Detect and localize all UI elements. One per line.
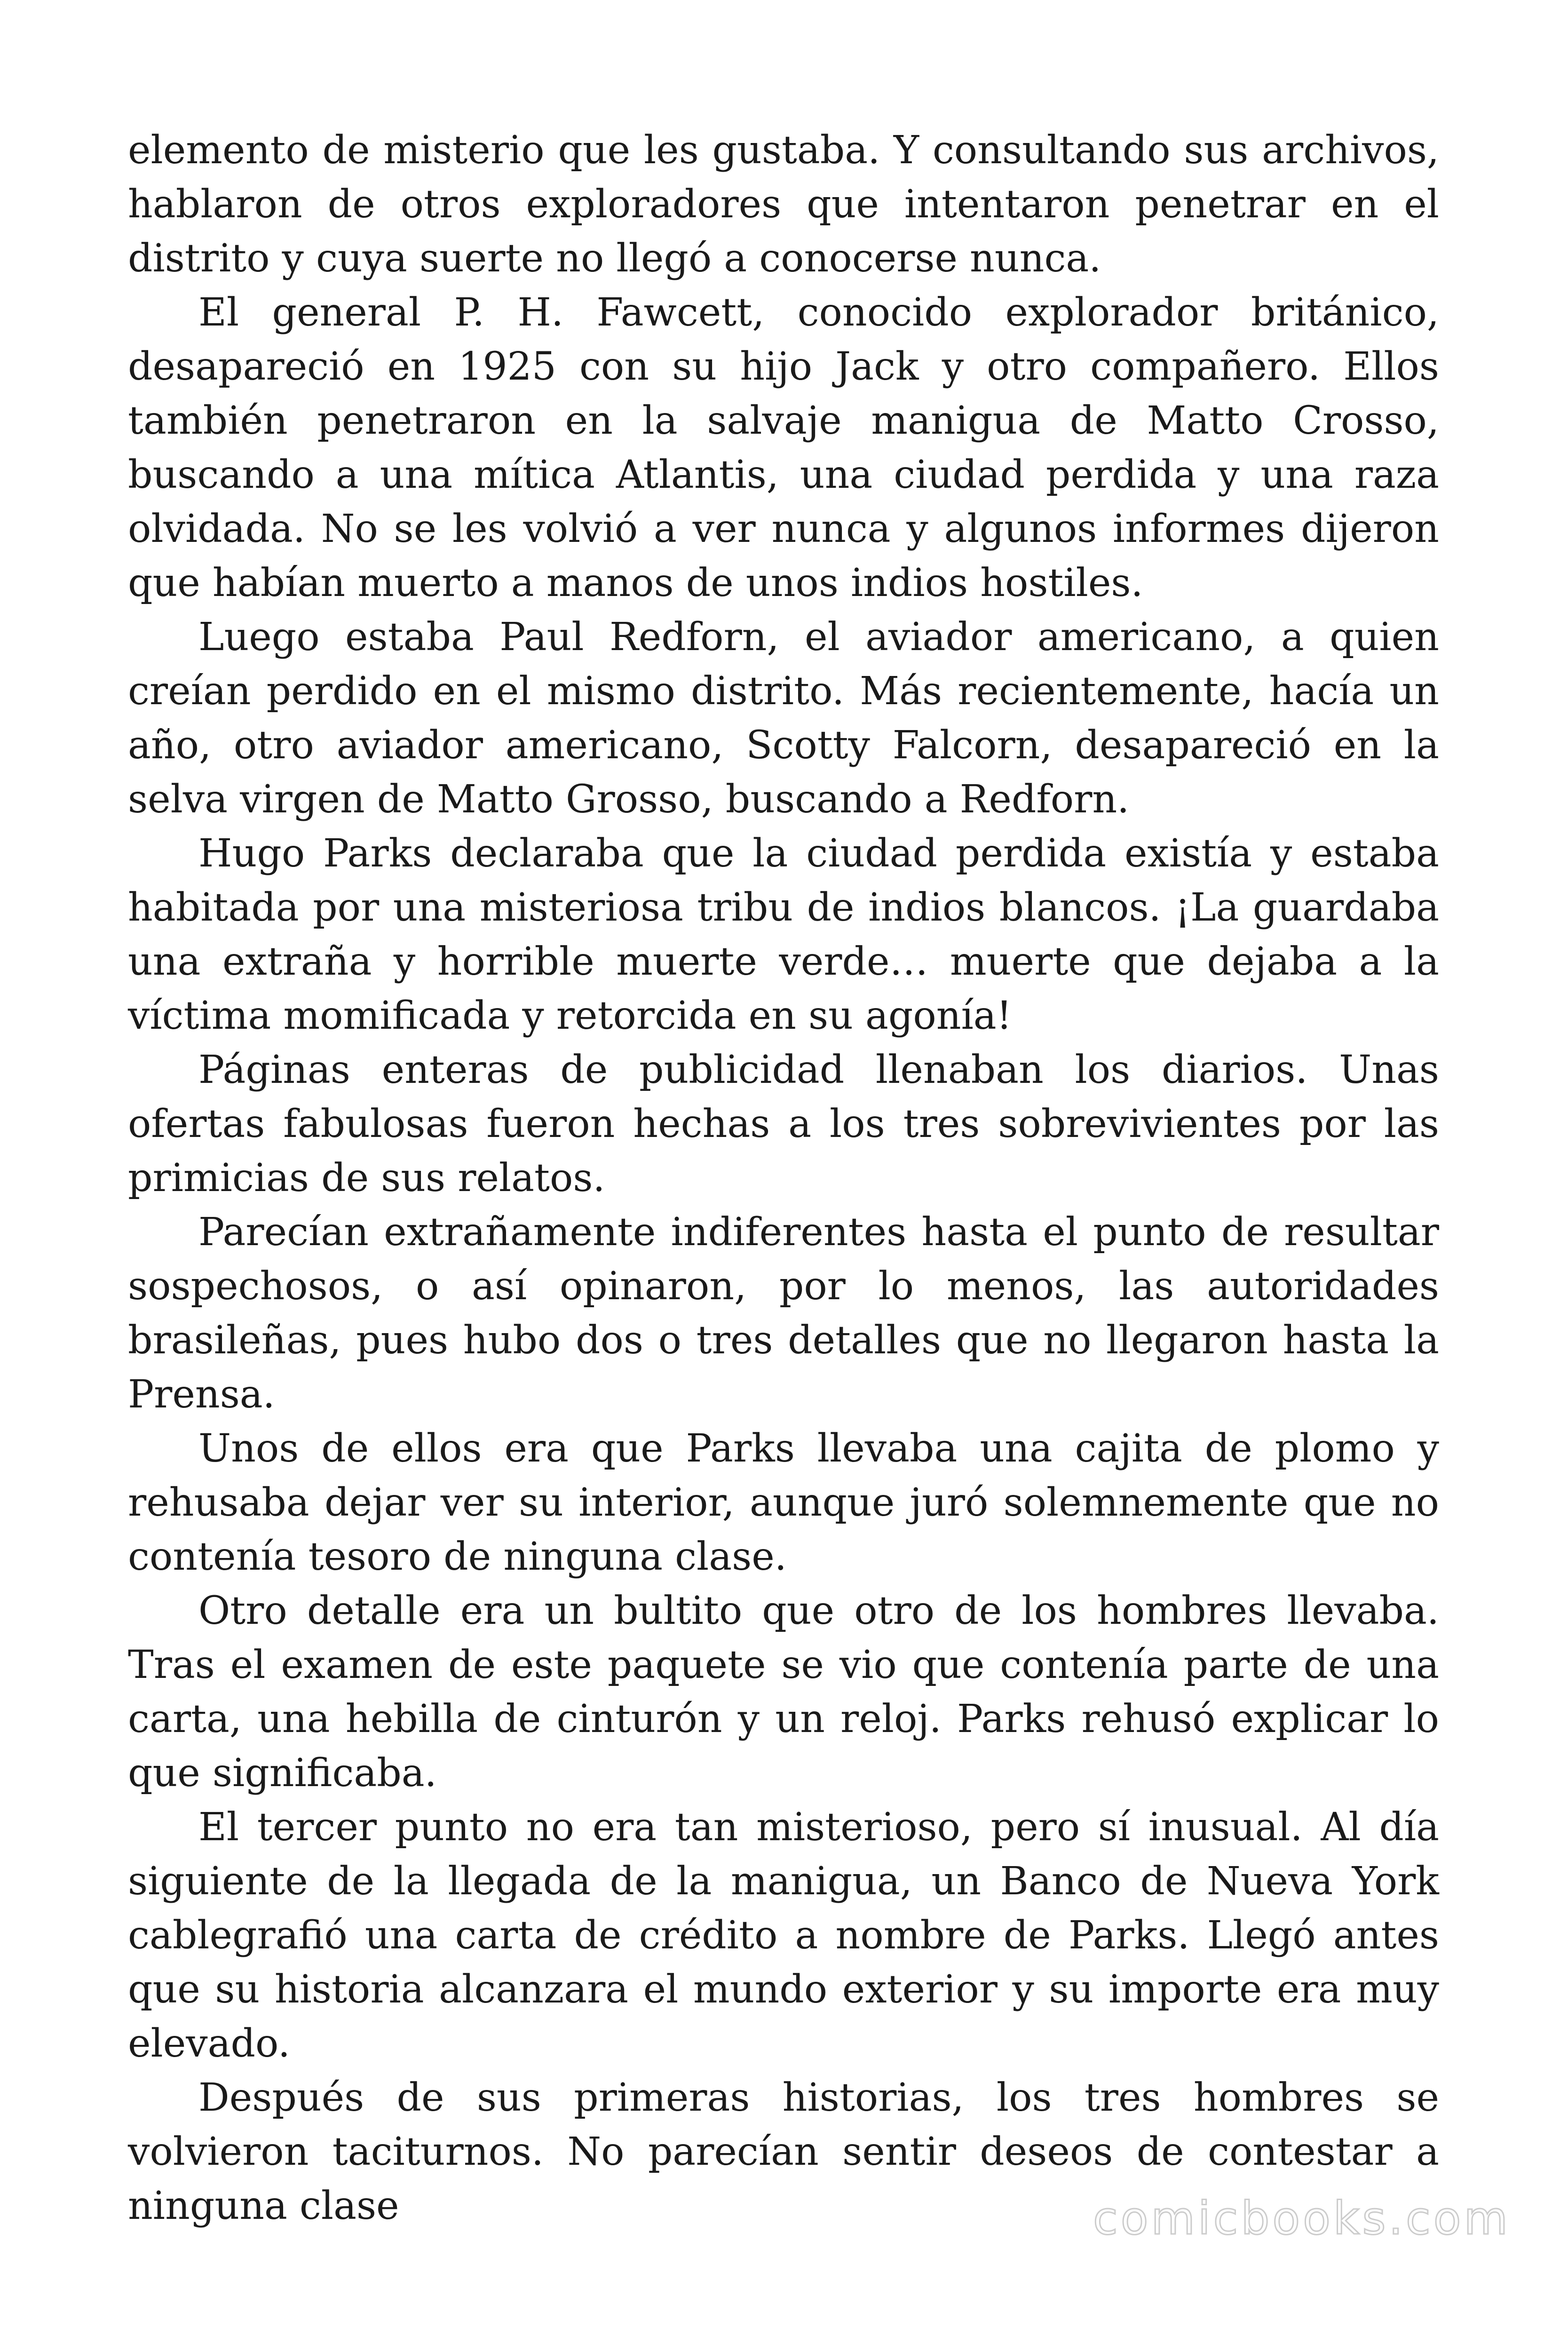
paragraph-1: elemento de misterio que les gustaba. Y consultando sus archivos, hablaron de otros exploradores que intentaron penetrar en el distrito y cuya suerte no llegó a conocerse nunca.	[128, 128, 1439, 281]
paragraph-9: El tercer punto no era tan misterioso, pero sí inusual. Al día siguiente de la llegada de la manigua, un Banco de Nueva York cablegrafió una carta de crédito a nombre de Parks. Llegó antes que su historia alcanzara el mundo exterior y su importe era muy elevado.	[128, 1805, 1439, 2066]
paragraph-5: Páginas enteras de publicidad llenaban los diarios. Unas ofertas fabulosas fueron hechas a los tres sobrevivientes por las primicias de sus relatos.	[128, 1048, 1439, 1200]
paragraph-6: Parecían extrañamente indiferentes hasta el punto de resultar sospechosos, o así opinaron, por lo menos, las autoridades brasileñas, pues hubo dos o tres detalles que no llegaron hasta la Prensa.	[128, 1210, 1439, 1417]
page-body-text	[128, 123, 1439, 2233]
paragraph-8: Otro detalle era un bultito que otro de los hombres llevaba. Tras el examen de este paquete se vio que contenía parte de una carta, una hebilla de cinturón y un reloj. Parks rehusó explicar lo que significaba.	[128, 1589, 1439, 1796]
watermark-logo: comicbooks.com	[1093, 2192, 1511, 2245]
paragraph-2: El general P. H. Fawcett, conocido explorador británico, desapareció en 1925 con su hijo Jack y otro compañero. Ellos también penetraron en la salvaje manigua de Matto Crosso, buscando a una mítica Atlantis, una ciudad perdida y una raza olvidada. No se les volvió a ver nunca y algunos informes dijeron que habían muerto a manos de unos indios hostiles.	[128, 290, 1439, 605]
paragraph-10: Después de sus primeras historias, los tres hombres se volvieron taciturnos. No parecían sentir deseos de contestar a ninguna clase	[128, 2075, 1439, 2228]
paragraph-3: Luego estaba Paul Redforn, el aviador americano, a quien creían perdido en el mismo distrito. Más recientemente, hacía un año, otro aviador americano, Scotty Falcorn, desapareció en la selva virgen de Matto Grosso, buscando a Redforn.	[128, 615, 1439, 822]
paragraph-7: Unos de ellos era que Parks llevaba una cajita de plomo y rehusaba dejar ver su interior, aunque juró solemnemente que no contenía tesoro de ninguna clase.	[128, 1426, 1439, 1579]
paragraph-4: Hugo Parks declaraba que la ciudad perdida existía y estaba habitada por una misteriosa tribu de indios blancos. ¡La guardaba una extraña y horrible muerte verde… muerte que dejaba a la víctima momificada y retorcida en su agonía!	[128, 831, 1439, 1038]
